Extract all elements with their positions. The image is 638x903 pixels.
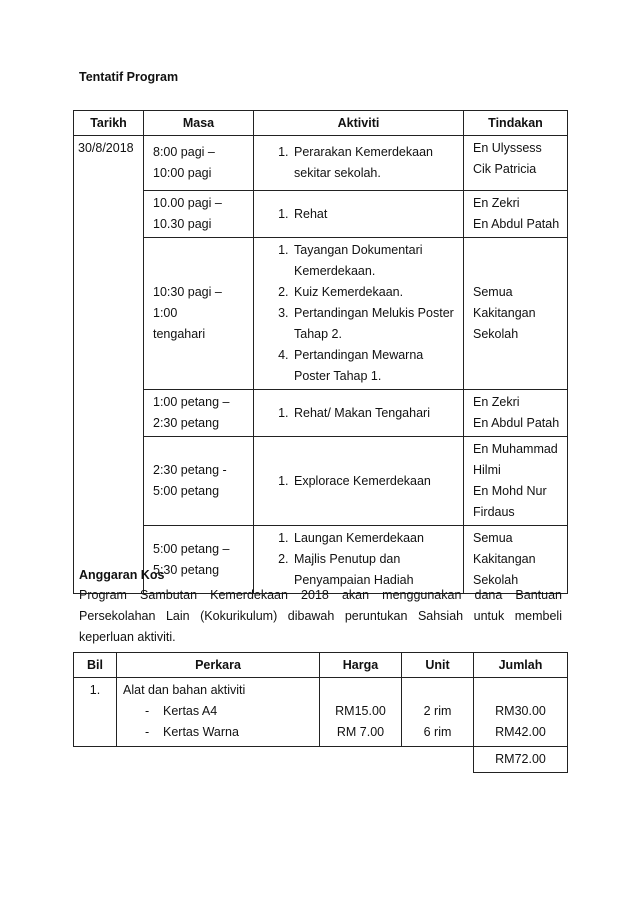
program-activities [254,136,464,191]
col-tarikh: Tarikh [74,111,144,136]
cost-item-title: Alat dan bahan aktiviti [123,683,246,697]
col-bil: Bil [74,653,117,678]
program-action-line: En Ulyssess [473,141,542,155]
program-time-line: 5:00 petang – [153,541,230,556]
program-action [464,238,568,390]
program-time-line: 2:30 petang - [153,463,227,477]
program-action-line: Cik Patricia [473,162,537,176]
cost-sub-item: - Kertas A4 [145,701,313,722]
program-activities [254,526,464,594]
cost-row-number: 1. [74,678,117,747]
program-activities [254,390,464,437]
grand-total: RM72.00 [474,747,568,773]
program-action-line: Semua [473,285,513,299]
program-row [74,526,568,594]
program-time-line: 10.30 pagi [153,217,212,231]
program-action [464,136,568,191]
col-perkara: Perkara [117,653,320,678]
program-action-line: Hilmi [473,463,501,477]
program-action-line: Kakitangan [473,306,536,320]
program-activities [254,191,464,238]
program-time [144,136,254,191]
activity-item: 1. Rehat/ Makan Tengahari [292,403,457,424]
program-time-line: 2:30 petang [153,416,220,430]
cost-row [74,678,568,747]
program-table [73,110,568,594]
program-date: 30/8/2018 [74,136,144,594]
program-action [464,390,568,437]
program-action-line: Sekolah [473,327,519,341]
grand-total-row [74,747,568,773]
program-action-line: En Abdul Patah [473,416,560,430]
col-masa: Masa [144,111,254,136]
activity-list [254,204,457,225]
program-row [74,136,568,191]
activity-item: 1. Laungan Kemerdekaan [292,528,457,549]
program-time-line: 1:00 petang – [153,395,230,409]
cost-price-cell [320,678,402,747]
program-time-line: 5:30 petang [153,562,220,577]
col-harga: Harga [320,653,402,678]
program-time-line: 10:30 pagi – [153,285,222,299]
program-action [464,437,568,526]
cost-sub-items [123,701,313,743]
program-action-line: Sekolah [473,573,519,587]
program-time-line: 1:00 [153,306,178,320]
program-activities [254,437,464,526]
activity-item: 1. Tayangan Dokumentari Kemerdekaan. [292,240,457,282]
program-row [74,191,568,238]
program-time [144,191,254,238]
program-action-line: Semua [473,531,513,545]
program-action-line: En Zekri [473,395,520,409]
program-action-line: Firdaus [473,505,515,519]
cost-total-cell [474,678,568,747]
cost-paragraph: Program Sambutan Kemerdekaan 2018 akan menggunakan dana Bantuan Persekolahan Lain (Kokurikulum) dibawah peruntukan Sahsiah untuk membeli keperluan aktiviti. [79,588,562,644]
program-row [74,238,568,390]
cost-table [73,652,568,773]
cost-total: RM30.00 [495,704,546,718]
program-action-line: En Zekri [473,196,520,210]
activity-item: 1. Rehat [292,204,457,225]
activity-list [254,240,457,387]
cost-price: RM 7.00 [336,725,385,739]
cost-sub-item: - Kertas Warna [145,722,313,743]
cost-header-row [74,653,568,678]
activity-item: 4. Pertandingan Mewarna Poster Tahap 1. [292,345,457,387]
program-action [464,191,568,238]
program-time [144,390,254,437]
program-heading: Tentatif Program [79,70,179,84]
program-action-line: En Abdul Patah [473,217,560,231]
activity-list [254,471,457,492]
program-time [144,437,254,526]
program-action-line: En Mohd Nur [473,484,547,498]
activity-item: 2. Majlis Penutup dan Penyampaian Hadiah [292,549,457,591]
activity-item: 3. Pertandingan Melukis Poster Tahap 2. [292,303,457,345]
cost-unit-cell [402,678,474,747]
program-row [74,437,568,526]
activity-list [254,403,457,424]
cost-heading: Anggaran Kos [79,568,165,582]
program-time [144,238,254,390]
program-action [464,526,568,594]
activity-item: 2. Kuiz Kemerdekaan. [292,282,457,303]
cost-total: RM42.00 [495,725,546,739]
program-row [74,390,568,437]
program-time-line: 8:00 pagi – [153,145,215,159]
activity-item: 1. Explorace Kemerdekaan [292,471,457,492]
cost-item-cell [117,678,320,747]
program-action-line: Kakitangan [473,552,536,566]
col-unit: Unit [402,653,474,678]
col-tindakan: Tindakan [464,111,568,136]
cost-price: RM15.00 [335,704,386,718]
program-header-row [74,111,568,136]
program-time-line: 5:00 petang [153,484,220,498]
grand-total-spacer [74,747,474,773]
program-action-line: En Muhammad [473,442,558,456]
program-time [144,526,254,594]
col-aktiviti: Aktiviti [254,111,464,136]
cost-unit: 2 rim [423,704,452,718]
program-time-line: tengahari [153,327,206,341]
activity-item: 1. Perarakan Kemerdekaan sekitar sekolah. [292,142,457,184]
program-time-line: 10:00 pagi [153,166,212,180]
program-time-line: 10.00 pagi – [153,196,222,210]
cost-unit: 6 rim [423,725,452,739]
program-activities [254,238,464,390]
activity-list [254,528,457,591]
activity-list [254,142,457,184]
col-jumlah: Jumlah [474,653,568,678]
